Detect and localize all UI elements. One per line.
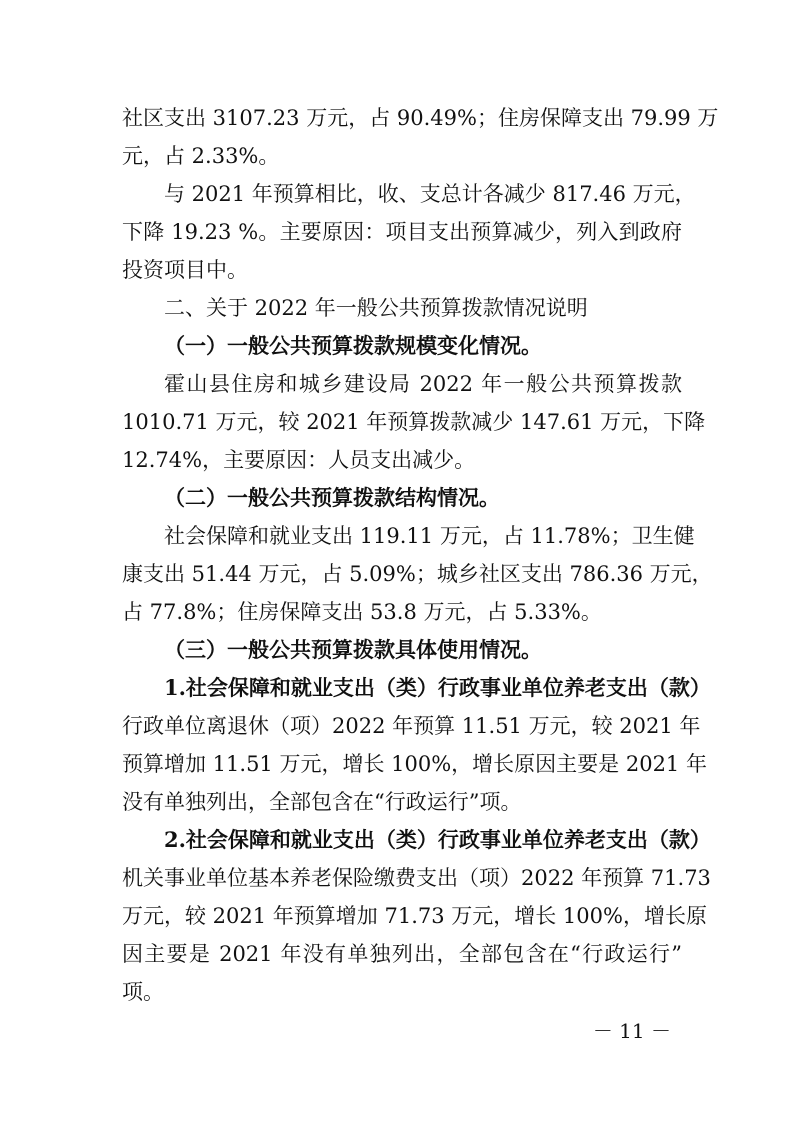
subsection-heading: （三）一般公共预算拨款具体使用情况。: [164, 637, 542, 662]
item-heading: 2.社会保障和就业支出（类）行政事业单位养老支出（款）: [164, 827, 711, 852]
body-text-line: 与 2021 年预算相比，收、支总计各减少 817.46 万元，: [164, 182, 696, 206]
body-text-line: 社会保障和就业支出 119.11 万元，占 11.78%；卫生健: [164, 524, 695, 548]
body-text-line: 下降 19.23 %。主要原因：项目支出预算减少，列入到政府: [122, 220, 682, 244]
body-text-line: 投资项目中。: [122, 258, 248, 282]
body-text-line: 1010.71 万元，较 2021 年预算拨款减少 147.61 万元，下降: [122, 410, 706, 434]
section-heading: 二、关于 2022 年一般公共预算拨款情况说明: [164, 296, 588, 320]
body-text-line: 霍山县住房和城乡建设局 2022 年一般公共预算拨款: [164, 372, 682, 396]
subsection-heading: （二）一般公共预算拨款结构情况。: [164, 485, 500, 510]
body-text-line: 元，占 2.33%。: [122, 144, 280, 168]
body-text-line: 行政单位离退休（项）2022 年预算 11.51 万元，较 2021 年: [122, 714, 701, 738]
body-text-line: 占 77.8%；住房保障支出 53.8 万元，占 5.33%。: [122, 600, 602, 624]
item-heading: 1.社会保障和就业支出（类）行政事业单位养老支出（款）: [164, 675, 711, 700]
subsection-heading: （一）一般公共预算拨款规模变化情况。: [164, 333, 542, 358]
body-text-line: 项。: [122, 980, 164, 1004]
body-text-line: 康支出 51.44 万元，占 5.09%；城乡社区支出 786.36 万元，: [122, 562, 713, 586]
body-text-line: 12.74%，主要原因：人员支出减少。: [122, 448, 476, 472]
body-text-line: 因主要是 2021 年没有单独列出，全部包含在“行政运行”: [122, 942, 682, 966]
page-number: － 11 －: [592, 1019, 671, 1043]
body-text-line: 万元，较 2021 年预算增加 71.73 万元，增长 100%，增长原: [122, 904, 707, 928]
body-text-line: 社区支出 3107.23 万元，占 90.49%；住房保障支出 79.99 万: [122, 106, 719, 130]
body-text-line: 没有单独列出，全部包含在“行政运行”项。: [122, 790, 522, 814]
body-text-line: 预算增加 11.51 万元，增长 100%，增长原因主要是 2021 年: [122, 752, 707, 776]
body-text-line: 机关事业单位基本养老保险缴费支出（项）2022 年预算 71.73: [122, 866, 711, 890]
